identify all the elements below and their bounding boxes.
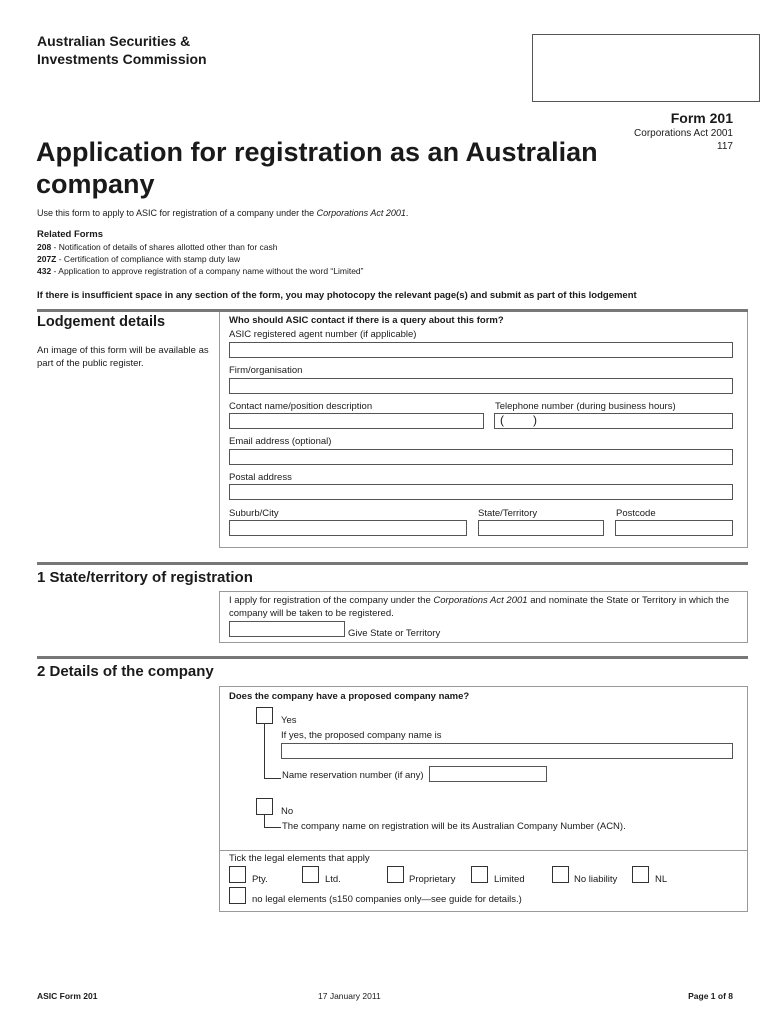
agent-number-label: ASIC registered agent number (if applicable) xyxy=(229,329,417,340)
firm-label: Firm/organisation xyxy=(229,365,303,376)
acn-text: The company name on registration will be its Australian Company Number (ACN). xyxy=(282,821,626,832)
column-divider xyxy=(219,591,220,643)
related-form-desc: - Notification of details of shares allotted other than for cash xyxy=(51,242,278,252)
related-forms-list xyxy=(37,241,364,277)
section-divider xyxy=(37,656,748,659)
suburb-label: Suburb/City xyxy=(229,508,279,519)
section-rule xyxy=(219,686,748,687)
issuer-line-2: Investments Commission xyxy=(37,51,207,67)
email-field[interactable] xyxy=(229,449,733,465)
section-1-heading: 1 State/territory of registration xyxy=(37,569,253,586)
no-legal-elements-checkbox[interactable] xyxy=(229,887,246,904)
statement-after: and nominate the State or Territory in which the company will be taken to be registered. xyxy=(229,595,730,619)
section-divider xyxy=(37,562,748,565)
proposed-name-field[interactable] xyxy=(281,743,733,759)
yes-connector xyxy=(264,724,281,779)
related-form-code: 207Z xyxy=(37,254,57,264)
act-section: 117 xyxy=(717,141,733,152)
related-form-code: 432 xyxy=(37,266,52,276)
phone-close-paren: ) xyxy=(533,413,537,427)
section-bottom-rule xyxy=(219,911,748,912)
reservation-number-label: Name reservation number (if any) xyxy=(282,770,424,781)
phone-label: Telephone number (during business hours) xyxy=(495,401,676,412)
lodgement-note: An image of this form will be available as part of the public register. xyxy=(37,345,209,369)
contact-name-label: Contact name/position description xyxy=(229,401,373,412)
legal-elements-heading: Tick the legal elements that apply xyxy=(229,853,370,864)
related-form-item xyxy=(37,265,364,277)
no-connector xyxy=(264,815,281,828)
proprietary-label: Proprietary xyxy=(409,874,456,885)
office-use-box xyxy=(532,34,760,102)
yes-checkbox[interactable] xyxy=(256,707,273,724)
ltd-checkbox[interactable] xyxy=(302,866,319,883)
column-divider xyxy=(747,312,748,548)
related-form-code: 208 xyxy=(37,242,52,252)
footer-form-id: ASIC Form 201 xyxy=(37,991,98,1001)
act-name: Corporations Act 2001 xyxy=(634,128,733,139)
email-label: Email address (optional) xyxy=(229,436,332,447)
proposed-name-question: Does the company have a proposed company name? xyxy=(229,691,470,702)
no-checkbox[interactable] xyxy=(256,798,273,815)
nl-checkbox[interactable] xyxy=(632,866,649,883)
limited-checkbox[interactable] xyxy=(471,866,488,883)
space-notice: If there is insufficient space in any section of the form, you may photocopy the relevant page(s) and submit as part of this lodgement xyxy=(37,290,637,301)
limited-label: Limited xyxy=(494,874,525,885)
form-act-reference xyxy=(634,127,733,153)
related-forms-heading: Related Forms xyxy=(37,229,103,240)
postal-label: Postal address xyxy=(229,472,292,483)
no-liability-label: No liability xyxy=(574,874,618,885)
postal-address-field[interactable] xyxy=(229,484,733,500)
related-form-item xyxy=(37,241,364,253)
column-divider xyxy=(219,686,220,912)
issuer-name xyxy=(37,32,207,68)
state-territory-field[interactable] xyxy=(229,621,345,637)
phone-field[interactable] xyxy=(494,413,733,429)
intro-after: . xyxy=(405,208,409,218)
contact-name-field[interactable] xyxy=(229,413,484,429)
nl-label: NL xyxy=(655,874,668,885)
lodgement-heading: Lodgement details xyxy=(37,314,166,330)
phone-open-paren: ( xyxy=(500,413,504,427)
contact-question: Who should ASIC contact if there is a query about this form? xyxy=(229,315,504,326)
footer-page-number: Page 1 of 8 xyxy=(688,991,733,1001)
subsection-rule xyxy=(219,850,748,851)
pty-label: Pty. xyxy=(252,874,268,885)
section-divider xyxy=(37,309,748,312)
reservation-number-field[interactable] xyxy=(429,766,547,782)
related-form-desc: - Application to approve registration of a company name without the word “Limited” xyxy=(51,266,364,276)
no-label: No xyxy=(281,806,294,817)
section-bottom-rule xyxy=(219,547,748,548)
section-bottom-rule xyxy=(219,642,748,643)
suburb-field[interactable] xyxy=(229,520,467,536)
postcode-label: Postcode xyxy=(616,508,656,519)
agent-number-field[interactable] xyxy=(229,342,733,358)
state-label: State/Territory xyxy=(478,508,538,519)
state-field[interactable] xyxy=(478,520,604,536)
related-form-item xyxy=(37,253,364,265)
column-divider xyxy=(747,591,748,643)
column-divider xyxy=(747,686,748,912)
column-divider xyxy=(219,312,220,548)
section-2-heading: 2 Details of the company xyxy=(37,663,214,680)
issuer-line-1: Australian Securities & xyxy=(37,33,191,49)
ltd-label: Ltd. xyxy=(325,874,341,885)
section-rule xyxy=(219,591,748,592)
registration-statement xyxy=(229,594,739,620)
yes-label: Yes xyxy=(281,715,297,726)
postcode-field[interactable] xyxy=(615,520,733,536)
proprietary-checkbox[interactable] xyxy=(387,866,404,883)
intro-act: Corporations Act 2001 xyxy=(316,208,406,218)
state-territory-label: Give State or Territory xyxy=(348,628,441,639)
no-liability-checkbox[interactable] xyxy=(552,866,569,883)
footer-date: 17 January 2011 xyxy=(318,991,381,1001)
no-legal-elements-label: no legal elements (s150 companies only—see guide for details.) xyxy=(252,894,522,905)
statement-act: Corporations Act 2001 xyxy=(433,595,528,606)
firm-field[interactable] xyxy=(229,378,733,394)
statement-before: I apply for registration of the company under the xyxy=(229,595,434,606)
intro-text xyxy=(37,208,408,218)
intro-before: Use this form to apply to ASIC for registration of a company under the xyxy=(37,208,317,218)
proposed-name-label: If yes, the proposed company name is xyxy=(281,730,442,741)
related-form-desc: - Certification of compliance with stamp duty law xyxy=(56,254,241,264)
page-title: Application for registration as an Australian company xyxy=(36,137,598,199)
pty-checkbox[interactable] xyxy=(229,866,246,883)
form-number: Form 201 xyxy=(670,110,733,126)
